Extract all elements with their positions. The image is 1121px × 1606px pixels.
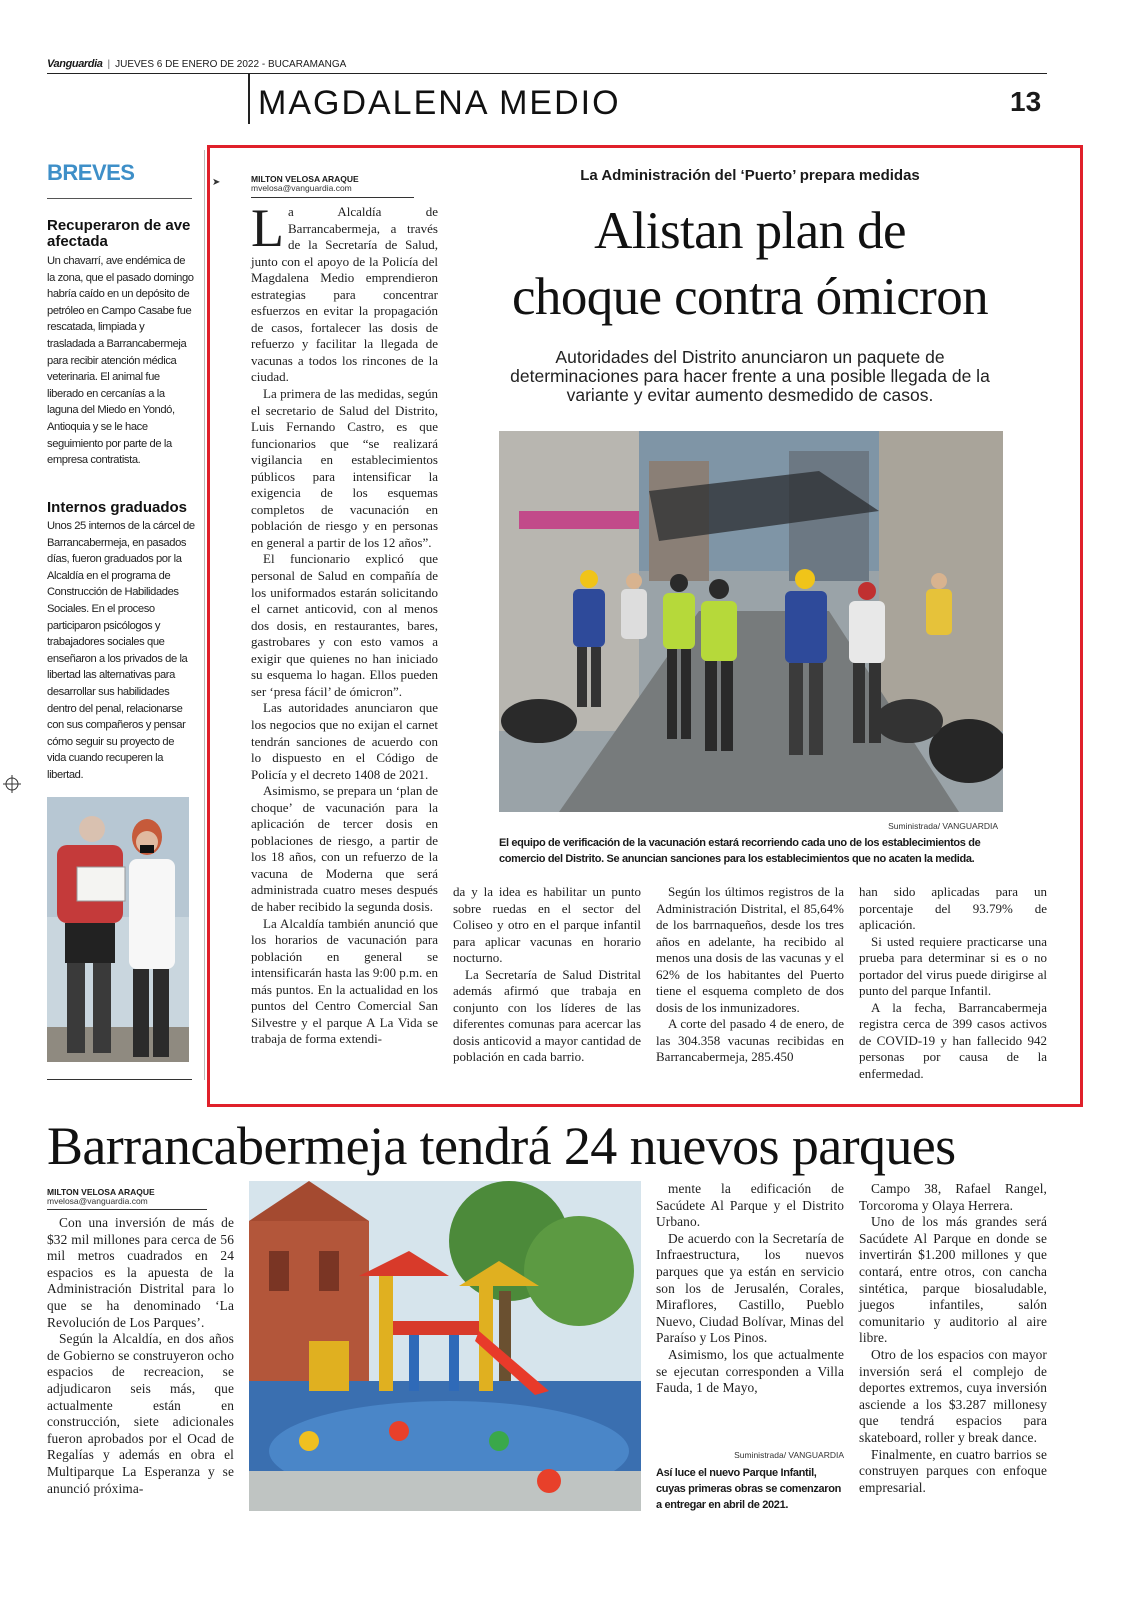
newspaper-logo: Vanguardia	[47, 58, 103, 70]
kicker: La Administración del ‘Puerto’ prepara medidas	[580, 167, 920, 184]
page-number: 13	[1010, 86, 1042, 117]
photo-credit: Suministrada/ VANGUARDIA	[734, 1450, 844, 1460]
article-column: mente la edificación de Sacúdete Al Parque y el Distrito Urbano. De acuerdo con la Secretaría de Infraestructura, los nuevos parques que ya están en servicio son los de Jerusalén, Corales, Miraflores, Castillo, Pueblo Nuevo, Ciudad Bolívar, Minas del Paraíso y Los Pinos. Asimismo, los que actualmente se ejecutan corresponden a Villa Fauda, 1 de Mayo,	[656, 1181, 844, 1396]
registration-mark-icon	[3, 775, 21, 793]
deck: Autoridades del Distrito anunciaron un paquete de determinaciones para hacer frente a una posible llegada de la variante y evitar aumento desmedido de casos.	[510, 347, 990, 405]
column-rule	[204, 150, 205, 1080]
brief-body: Un chavarrí, ave endémica de la zona, que el pasado domingo habría caído en un depósito de petróleo en Campo Casabe fue rescatada, limpiada y trasladada a Barrancabermeja para recibir atención médica veterinaria. El animal fue liberado en cercanías a la laguna del Miedo en Yondó, Antioquia y se le hace seguimiento por parte de la empresa contratista.	[47, 255, 194, 467]
masthead: Vanguardia | JUEVES 6 DE ENERO DE 2022 - BUCARAMANGA	[47, 58, 347, 70]
byline-name: MILTON VELOSA ARAQUE	[251, 174, 359, 184]
breves-title: BREVES	[47, 160, 135, 185]
article-column: Con una inversión de más de $32 mil millones para cerca de 56 mil metros cuadrados en 24 espacios es la apuesta de la Administración Distrital para lo que se ha denominado ‘La Revolución de Los Parques’. Según la Alcaldía, en dos años de Gobierno se construyeron ocho espacios de recreacion, se adjudicaron seis más, que actualmente están en construcción, siete adicionales fueron aprobados por el Ocad de Regalías y además en obra el Multiparque La Esperanza y se anunció próxima-	[47, 1215, 234, 1496]
photo-credit: Suministrada/ VANGUARDIA	[888, 821, 998, 831]
article-column: La Alcaldía de Barrancabermeja, a través de la Secretaría de Salud, junto con el apoyo de la Policía del Magdalena Medio emprendieron estrategias para concentrar esfuerzos en evitar la propagación de casos, fortalecer las dosis de refuerzo y facilitar la llegada de vacunas a todos los rincones de la ciudad. La primera de las medidas, según el secretario de Salud del Distrito, Luis Fernando Castro, es que funcionarios que “se realizará vigilancia en establecimientos públicos para intensificar la exigencia de los esquemas completos de vacunación en población de riesgo y en personas en general a partir de los 12 años”. El funcionario explicó que personal de Salud en compañía de los uniformados estarán solicitando el carnet anticovid, con al menos dos dosis, en restaurantes, bares, gastrobares y con esto vamos a exigir que quienes no han iniciado su esquema lo hagan. Ellos pueden ser ‘presa fácil’ de ómicron”. Las autoridades anunciaron que los negocios que no exijan el carnet tendrán sanciones de acuerdo con lo dispuesto en el Código de Policía y el decreto 1408 de 2021. Asimismo, se prepara un ‘plan de choque’ de vacunación para la aplicación de tercer dosis en poblaciones de riesgo, a partir de los 18 años, con un refuerzo de la vacuna de Moderna que será administrada cuatro meses después de haber recibido la segunda dosis. La Alcaldía también anunció que los horarios de vacunación para población en general se intensificarán hasta las 9:00 p.m. en más puntos. En la actualidad en los puntos del Centro Comercial San Silvestre y el parque A La Vida se trabaja de forma extendi-	[251, 198, 438, 1047]
section-title: MAGDALENA MEDIO	[258, 84, 621, 122]
article-column: han sido aplicadas para un porcentaje del 93.79% de aplicación. Si usted requiere practicarse una prueba para determinar si es o no portador del virus puede dirigirse al punto del parque Infantil. A la fecha, Barrancabermeja registra cerca de 399 casos activos de COVID-19 y han fallecido 942 personas por causa de la enfermedad.	[859, 884, 1047, 1082]
article-column: da y la idea es habilitar un punto sobre ruedas en el sector del Coliseo y otro en el parque infantil para aplicar vacunas en horario nocturno. La Secretaría de Salud Distrital además afirmó que trabaja en conjunto con los líderes de las diferentes comunas para acercar las dosis anticovid a mayor cantidad de población en cada barrio.	[453, 884, 641, 1065]
photo-caption: Así luce el nuevo Parque Infantil, cuyas primeras obras se comenzaron a entregar en abril de 2021.	[656, 1467, 841, 1511]
brief-headline: Recuperaron de ave afectada	[47, 217, 191, 250]
article-column: Según los últimos registros de la Administración Distrital, el 85,64% de los barrnaqueños, desde los tres años en adelante, ha recibido al menos una dosis de las vacunas y el 62% de los habitantes del Puerto tiene el esquema completo de dos dosis de los inmunizadores. A corte del pasado 4 de enero, de las 304.358 vacunas recibidas en Barrancabermeja, 285.450	[656, 884, 844, 1065]
headline: Barrancabermeja tendrá 24 nuevos parques	[47, 1116, 956, 1176]
breves-bottom-rule	[47, 1079, 192, 1080]
byline-email: mvelosa@vanguardia.com	[47, 1196, 148, 1206]
byline-email: mvelosa@vanguardia.com	[251, 183, 352, 193]
byline-name: MILTON VELOSA ARAQUE	[47, 1187, 155, 1197]
byline-rule	[47, 1209, 207, 1210]
arrow-icon: ➤	[212, 177, 221, 188]
brief-body: Unos 25 internos de la cárcel de Barrancabermeja, en pasados días, fueron graduados por la Alcaldía en el programa de Construcción de Habilidades Sociales. En el proceso participaron psicólogos y trabajadores sociales que enseñaron a los privados de la libertad las alternativas para desarrollar sus habilidades dentro del penal, relacionarse con sus compañeros y pensar cómo seguir su proyecto de vida cuando recuperen la libertad.	[47, 520, 195, 781]
dateline: JUEVES 6 DE ENERO DE 2022 - BUCARAMANGA	[115, 59, 347, 70]
article-column: Campo 38, Rafael Rangel, Torcoroma y Olaya Herrera. Uno de los más grandes será Sacúdete Al Parque en donde se invertirán $1.200 millones y que contará, entre otros, con cancha sintética, parque biosaludable, juegos infantiles, salón comunitario y auditorio al aire libre. Otro de los espacios con mayor inversión será el complejo de deportes extremos, cuya inversión asciende a los $3.287 millonesy que tendrá espacios para skateboard, roller y break dance. Finalmente, en cuatro barrios se construyen parques con enfoque empresarial.	[859, 1181, 1047, 1495]
drop-cap: L	[251, 198, 284, 258]
photo-caption: El equipo de verificación de la vacunación estará recorriendo cada uno de los establecimientos de comercio del Distrito. Se anuncian sanciones para los establecimientos que no acaten la medida.	[499, 837, 981, 865]
headline: Alistan plan de choque contra ómicron	[512, 202, 988, 326]
header-rule	[47, 73, 1047, 74]
breves-rule	[47, 198, 192, 199]
park-photo	[249, 1181, 641, 1511]
graduation-photo	[47, 797, 189, 1062]
brief-headline: Internos graduados	[47, 499, 188, 516]
street-vaccination-photo	[499, 431, 1003, 812]
header-vertical-rule	[248, 74, 250, 124]
